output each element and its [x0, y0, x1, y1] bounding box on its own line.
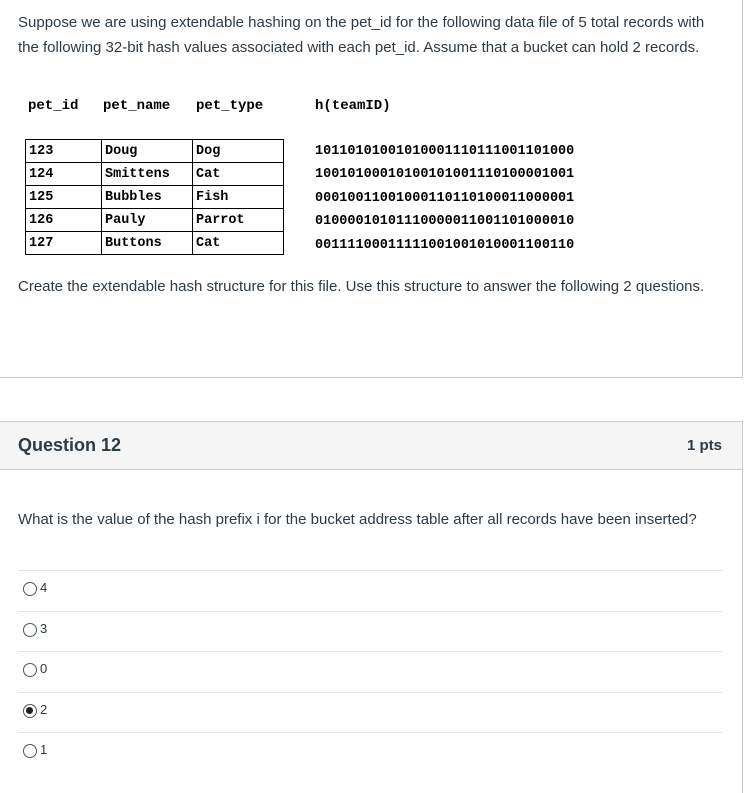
answer-label[interactable]: 4 [40, 580, 48, 595]
question-text: What is the value of the hash prefix i for the bucket address table after all records have been inserted? [18, 511, 697, 528]
header-hash: h(teamID) [315, 98, 391, 114]
answer-option-3[interactable] [18, 611, 722, 652]
pet-records-table [25, 139, 284, 255]
radio-button[interactable] [23, 704, 37, 718]
cell-pet-id: 127 [26, 232, 102, 255]
hash-value: 00010011001000110110100011000001 [315, 190, 575, 206]
header-pet-type: pet_type [196, 98, 264, 114]
cell-pet-type: Dog [193, 140, 284, 163]
cell-pet-id: 123 [26, 140, 102, 163]
cell-pet-name: Buttons [102, 232, 193, 255]
cell-pet-name: Doug [102, 140, 193, 163]
cell-pet-id: 124 [26, 163, 102, 186]
radio-button[interactable] [23, 623, 37, 637]
question-header [0, 422, 742, 470]
hash-value: 01000010101110000011001101000010 [315, 214, 575, 230]
question-points: 1 pts [686, 437, 722, 454]
answer-label[interactable]: 0 [40, 661, 48, 676]
header-pet-id: pet_id [28, 98, 79, 114]
header-pet-name: pet_name [103, 98, 171, 114]
answer-list [18, 570, 722, 773]
answer-label[interactable]: 2 [40, 701, 48, 717]
answer-label[interactable]: 1 [40, 742, 48, 757]
radio-button[interactable] [23, 663, 37, 677]
instructions-text: Create the extendable hash structure for this file. Use this structure to answer the following 2 questions. [18, 278, 705, 295]
cell-pet-type: Cat [193, 232, 284, 255]
question-title: Question 12 [18, 435, 122, 455]
hash-values-list [315, 140, 574, 257]
cell-pet-id: 126 [26, 209, 102, 232]
answer-label[interactable]: 3 [40, 620, 48, 636]
answer-option-4[interactable] [18, 570, 722, 611]
cell-pet-type: Parrot [193, 209, 284, 232]
hash-value: 10010100010100101001110100001001 [315, 167, 575, 183]
intro-text: Suppose we are using extendable hashing on the pet_id for the following data file of 5 total records with the following 32-bit hash values associated with each pet_id. Assume that a bucket can hold 2 records. [18, 14, 705, 56]
cell-pet-name: Bubbles [102, 186, 193, 209]
radio-button[interactable] [23, 582, 37, 596]
answer-option-2[interactable] [18, 692, 722, 733]
question-context-card [0, 0, 743, 378]
cell-pet-type: Fish [193, 186, 284, 209]
cell-pet-name: Pauly [102, 209, 193, 232]
table-row [26, 209, 284, 232]
question-card [0, 421, 743, 793]
hash-value: 10110101001010001110111001101000 [315, 144, 575, 159]
hash-value: 00111100011111001001010001100110 [315, 237, 575, 253]
cell-pet-id: 125 [26, 186, 102, 209]
table-row [26, 140, 284, 163]
radio-button[interactable] [23, 744, 37, 758]
answer-option-1[interactable] [18, 732, 722, 773]
answer-option-0[interactable] [18, 651, 722, 692]
table-row [26, 186, 284, 209]
cell-pet-type: Cat [193, 163, 284, 186]
cell-pet-name: Smittens [102, 163, 193, 186]
table-row [26, 232, 284, 255]
table-row [26, 163, 284, 186]
